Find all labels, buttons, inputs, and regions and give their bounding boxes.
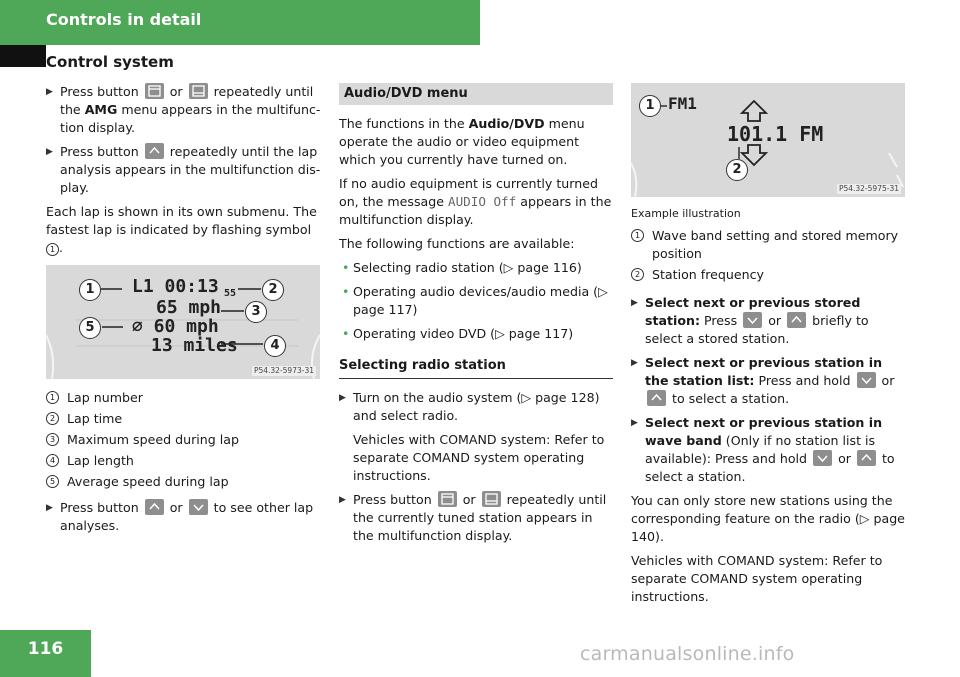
marker-1: 1: [79, 279, 101, 301]
lcd-frequency: 101.1 FM: [727, 122, 824, 146]
audio-dvd-menu-heading: Audio/DVD menu: [339, 83, 613, 105]
menu-forward-button-icon: [189, 83, 208, 99]
function-bullet: • Selecting radio station (▷ page 116): [342, 260, 582, 275]
step-turn-on-audio: ▶ Turn on the audio system (▷ page 128) and select radio.: [339, 390, 600, 423]
legend-item: 3 Maximum speed during lap: [46, 431, 322, 449]
step-tuned-station: ▶ Press button or repeatedly until the currently tuned station appears in the multifunction display.: [339, 492, 607, 543]
radio-legend: [631, 227, 907, 284]
menu-back-button-icon: [145, 83, 164, 99]
legend-item: 2 Station frequency: [631, 266, 907, 284]
chevron-down-button-icon: [743, 312, 762, 328]
function-bullet: • Operating audio devices/audio media (▷ page 117): [342, 284, 608, 317]
lcd-small-value: 55: [224, 288, 237, 299]
menu-forward-button-icon: [482, 491, 501, 507]
lcd-max-speed: 65 mph: [156, 297, 222, 318]
step-station-list: ▶ Select next or previous station in the station list: Press and hold or to select a station.: [631, 355, 895, 406]
lap-display-illustration: [46, 265, 320, 379]
comand-note: Vehicles with COMAND system: Refer to separate COMAND system operating instructions.: [353, 432, 605, 483]
lcd-lap-length: 13 miles: [151, 335, 238, 356]
chevron-up-button-icon: [145, 499, 164, 515]
available-functions: The following functions are available:: [339, 236, 575, 251]
audio-off-paragraph: If no audio equipment is currently turned on, the message AUDIO Off appears in the multifunction display.: [339, 176, 612, 227]
chevron-up-button-icon: [647, 390, 666, 406]
marker-4: 4: [264, 335, 286, 357]
lcd-band: FM1: [668, 94, 697, 113]
marker-2: 2: [726, 159, 748, 181]
lap-legend: [46, 389, 322, 491]
section-header-bar: [0, 0, 480, 45]
radio-display-illustration: [631, 83, 905, 197]
marker-1-ref: 1: [46, 243, 59, 256]
legend-item: 5 Average speed during lap: [46, 473, 322, 491]
step-arrow-icon: ▶: [46, 87, 53, 97]
marker-2: 2: [262, 279, 284, 301]
step-stored-station: ▶ Select next or previous stored station: Press or briefly to select a stored station.: [631, 295, 869, 346]
chevron-up-button-icon: [787, 312, 806, 328]
figure-caption: Example illustration: [631, 207, 741, 220]
legend-item: 1 Wave band setting and stored memory position: [631, 227, 907, 263]
lap-paragraph: Each lap is shown in its own submenu. The fastest lap is indicated by flashing symbol 1 .: [46, 204, 317, 255]
chevron-down-button-icon: [813, 450, 832, 466]
subsection-title: Control system: [46, 53, 174, 71]
marker-3: 3: [245, 301, 267, 323]
comand-paragraph: Vehicles with COMAND system: Refer to separate COMAND system operating instructions.: [631, 553, 883, 604]
column-left: [46, 83, 322, 541]
step-arrow-icon: ▶: [631, 418, 638, 428]
watermark: carmanualsonline.info: [580, 643, 795, 665]
marker-5: 5: [79, 317, 101, 339]
figure-code: P54.32-5975-31: [838, 184, 899, 193]
lcd-avg-speed: ∅ 60 mph: [132, 316, 219, 337]
header-tab-black: [0, 45, 46, 67]
audio-off-message: AUDIO Off: [447, 194, 517, 209]
step-amg-menu: ▶ Press button or repeatedly until the AMG menu appears in the multifunction display.: [46, 84, 321, 135]
chevron-up-button-icon: [145, 143, 164, 159]
step-wave-band: ▶ Select next or previous station in wave band (Only if no station list is available): Press and hold or to select a station.: [631, 415, 895, 484]
chevron-down-button-icon: [189, 499, 208, 515]
section-title: Controls in detail: [46, 10, 202, 29]
legend-item: 4 Lap length: [46, 452, 322, 470]
column-middle: [339, 83, 613, 551]
selecting-radio-heading: Selecting radio station: [339, 357, 613, 379]
step-arrow-icon: ▶: [339, 393, 346, 403]
chevron-up-button-icon: [857, 450, 876, 466]
page-number: 116: [27, 639, 64, 659]
step-arrow-icon: ▶: [339, 495, 346, 505]
step-arrow-icon: ▶: [631, 358, 638, 368]
audio-intro: The functions in the Audio/DVD menu operate the audio or video equipment which you currently have turned on.: [339, 116, 585, 167]
figure-code: P54.32-5973-31: [253, 366, 314, 375]
page-number-box: [0, 630, 91, 677]
step-other-laps: ▶ Press button or to see other lap analyses.: [46, 500, 314, 533]
menu-back-button-icon: [438, 491, 457, 507]
step-arrow-icon: ▶: [46, 503, 53, 513]
step-arrow-icon: ▶: [631, 298, 638, 308]
function-bullet: • Operating video DVD (▷ page 117): [342, 326, 574, 341]
step-arrow-icon: ▶: [46, 147, 53, 157]
lcd-lap-time: L1 00:13: [132, 276, 219, 297]
legend-item: 2 Lap time: [46, 410, 322, 428]
step-lap-analysis: ▶ Press button repeatedly until the lap analysis appears in the multifunction display.: [46, 144, 321, 195]
store-stations-paragraph: You can only store new stations using the corresponding feature on the radio (▷ page 140).: [631, 493, 905, 544]
legend-item: 1 Lap number: [46, 389, 322, 407]
column-right: [631, 83, 907, 612]
chevron-down-button-icon: [857, 372, 876, 388]
marker-1: 1: [639, 95, 661, 117]
